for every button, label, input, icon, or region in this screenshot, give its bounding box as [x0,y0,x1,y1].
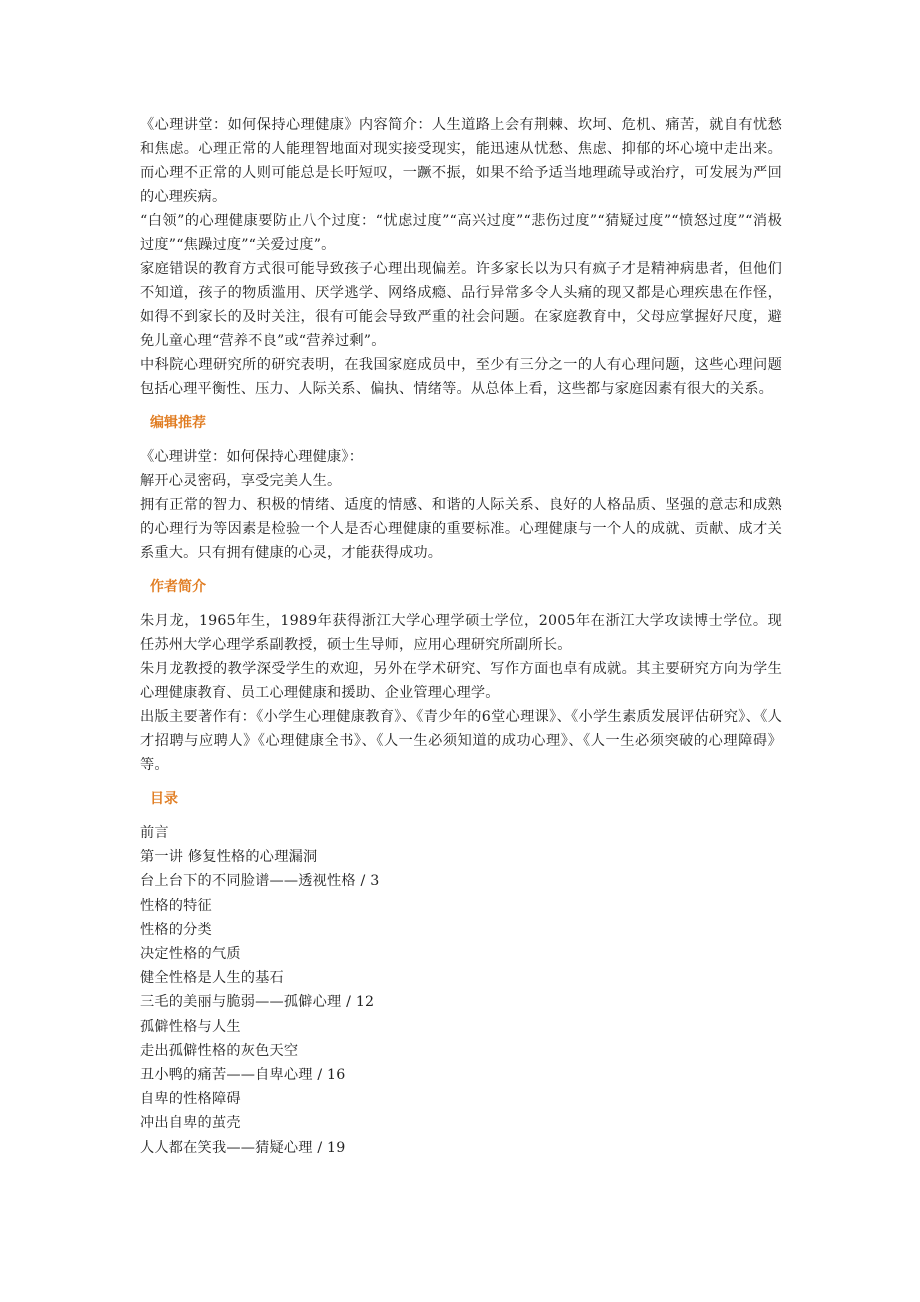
intro-section [140,113,782,401]
toc-item: 性格的特征 [140,897,212,914]
toc-item: 第一讲 修复性格的心理漏洞 [140,849,318,866]
toc-item: 健全性格是人生的基石 [140,970,284,987]
toc-item: 三毛的美丽与脆弱——孤僻心理 / 12 [140,994,375,1011]
toc-item: 决定性格的气质 [140,946,241,963]
author-intro-section [140,609,782,777]
toc-item: 前言 [140,825,169,841]
author-paragraph: 朱月龙，1965年生，1989年获得浙江大学心理学硕士学位，2005年在浙江大学攻读博士学位。现任苏州大学心理学系副教授，硕士生导师，应用心理研究所副所长。 [140,613,782,653]
intro-paragraph: 中科院心理研究所的研究表明，在我国家庭成员中，至少有三分之一的人有心理问题，这些心理问题包括心理平衡性、压力、人际关系、偏执、情绪等。从总体上看，这些都与家庭因素有很大的关系。 [140,357,782,397]
toc-item: 走出孤僻性格的灰色天空 [140,1042,299,1059]
toc-item: 冲出自卑的茧壳 [140,1115,241,1132]
toc-item: 性格的分类 [140,921,212,938]
editor-paragraph: 拥有正常的智力、积极的情绪、适度的情感、和谐的人际关系、良好的人格品质、坚强的意志和成熟的心理行为等因素是检验一个人是否心理健康的重要标准。心理健康与一个人的成就、贡献、成才关系重大。只有拥有健康的心灵，才能获得成功。 [140,497,782,561]
table-of-contents-heading: 目录 [150,791,178,807]
toc-item: 自卑的性格障碍 [140,1091,241,1108]
toc-item: 台上台下的不同脸谱——透视性格 / 3 [140,873,380,890]
intro-paragraph: 家庭错误的教育方式很可能导致孩子心理出现偏差。许多家长以为只有疯子才是精神病患者，但他们不知道，孩子的物质滥用、厌学逃学、网络成瘾、品行异常多令人头痛的现又都是心理疾患在作怪，如得不到家长的及时关注，很有可能会导致严重的社会问题。在家庭教育中，父母应掌握好尺度，避免儿童心理“营养不良”或“营养过剩”。 [140,261,782,349]
toc-item: 孤僻性格与人生 [140,1018,241,1035]
author-intro-heading: 作者简介 [150,579,206,595]
intro-paragraph: “白领”的心理健康要防止八个过度：“忧虑过度”“高兴过度”“悲伤过度”“猜疑过度”“愤怒过度”“消极过度”“焦躁过度”“关爱过度”。 [140,213,782,253]
editor-recommendation-section [140,445,782,565]
intro-paragraph: 《心理讲堂：如何保持心理健康》内容简介：人生道路上会有荆棘、坎坷、危机、痛苦，就自有忧愁和焦虑。心理正常的人能理智地面对现实接受现实，能迅速从忧愁、焦虑、抑郁的坏心境中走出来。而心理不正常的人则可能总是长吁短叹，一蹶不振，如果不给予适当地理疏导或治疗，可发展为严回的心理疾病。 [140,117,782,205]
table-of-contents [140,821,782,1160]
document-body [140,113,782,1160]
author-paragraph: 出版主要著作有：《小学生心理健康教育》、《青少年的6堂心理课》、《小学生素质发展评估研究》、《人才招聘与应聘人》《心理健康全书》、《人一生必须知道的成功心理》、《人一生必须突破的心理障碍》等。 [140,709,782,773]
editor-recommendation-heading: 编辑推荐 [150,415,206,431]
toc-item: 人人都在笑我——猜疑心理 / 19 [140,1139,346,1156]
editor-paragraph: 《心理讲堂：如何保持心理健康》： [140,449,364,465]
editor-paragraph: 解开心灵密码，享受完美人生。 [140,473,342,489]
author-paragraph: 朱月龙教授的教学深受学生的欢迎，另外在学术研究、写作方面也卓有成就。其主要研究方向为学生心理健康教育、员工心理健康和援助、企业管理心理学。 [140,661,782,701]
toc-item: 丑小鸭的痛苦——自卑心理 / 16 [140,1067,346,1084]
